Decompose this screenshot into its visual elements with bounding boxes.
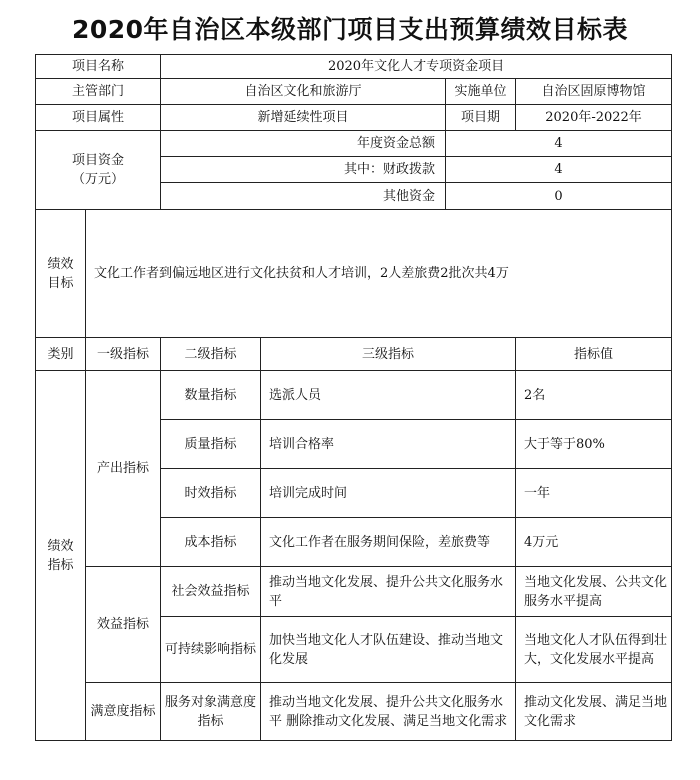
table-row bbox=[36, 567, 672, 617]
value-cell: 当地文化人才队伍得到壮大，文化发展水平提高 bbox=[516, 617, 672, 683]
level2-cell: 数量指标 bbox=[161, 371, 261, 420]
level3-cell: 培训完成时间 bbox=[261, 469, 516, 518]
header-level3: 三级指标 bbox=[261, 338, 516, 371]
value-cell: 2名 bbox=[516, 371, 672, 420]
level3-cell: 培训合格率 bbox=[261, 420, 516, 469]
impl-label: 实施单位 bbox=[446, 79, 516, 105]
table-row bbox=[36, 131, 672, 157]
funds-label-line-2: （万元） bbox=[72, 172, 125, 187]
funds-fiscal-value: 4 bbox=[446, 157, 672, 183]
project-name-value: 2020年文化人才专项资金项目 bbox=[161, 55, 672, 79]
period-value: 2020年-2022年 bbox=[516, 105, 672, 131]
level2-cell: 社会效益指标 bbox=[161, 567, 261, 617]
level2-cell: 质量指标 bbox=[161, 420, 261, 469]
value-cell: 一年 bbox=[516, 469, 672, 518]
attr-value: 新增延续性项目 bbox=[161, 105, 446, 131]
goal-label-line-2: 目标 bbox=[47, 275, 74, 291]
goal-label-line-1: 绩效 bbox=[47, 256, 74, 272]
level3-cell: 加快当地文化人才队伍建设、推动当地文化发展 bbox=[261, 617, 516, 683]
level2-cell: 时效指标 bbox=[161, 469, 261, 518]
value-cell: 大于等于80% bbox=[516, 420, 672, 469]
table-row bbox=[36, 371, 672, 420]
header-level2: 二级指标 bbox=[161, 338, 261, 371]
dept-label: 主管部门 bbox=[36, 79, 161, 105]
level2-cell: 可持续影响指标 bbox=[161, 617, 261, 683]
header-value: 指标值 bbox=[516, 338, 672, 371]
impl-value: 自治区固原博物馆 bbox=[516, 79, 672, 105]
level1-satisfaction: 满意度指标 bbox=[86, 683, 161, 741]
dept-value: 自治区文化和旅游厅 bbox=[161, 79, 446, 105]
value-cell: 推动文化发展、满足当地文化需求 bbox=[516, 683, 672, 741]
table-row bbox=[36, 79, 672, 105]
value-cell: 当地文化发展、公共文化服务水平提高 bbox=[516, 567, 672, 617]
goal-text: 文化工作者到偏远地区进行文化扶贫和人才培训，2人差旅费2批次共4万 bbox=[86, 210, 672, 338]
table-row bbox=[36, 105, 672, 131]
category-cell bbox=[36, 371, 86, 741]
funds-other-label: 其他资金 bbox=[161, 183, 446, 210]
table-row bbox=[36, 683, 672, 741]
period-label: 项目期 bbox=[446, 105, 516, 131]
table-row bbox=[36, 338, 672, 371]
goal-label bbox=[36, 210, 86, 338]
header-level1: 一级指标 bbox=[86, 338, 161, 371]
table-row bbox=[36, 55, 672, 79]
funds-fiscal-label: 其中：财政拨款 bbox=[161, 157, 446, 183]
level3-cell: 推动当地文化发展、提升公共文化服务水平 删除推动文化发展、满足当地文化需求 bbox=[261, 683, 516, 741]
header-category: 类别 bbox=[36, 338, 86, 371]
funds-total-label: 年度资金总额 bbox=[161, 131, 446, 157]
value-cell: 4万元 bbox=[516, 518, 672, 567]
attr-label: 项目属性 bbox=[36, 105, 161, 131]
page-title: 2020年自治区本级部门项目支出预算绩效目标表 bbox=[71, 15, 629, 44]
level1-benefit: 效益指标 bbox=[86, 567, 161, 683]
project-name-label: 项目名称 bbox=[36, 55, 161, 79]
funds-label-line-1: 项目资金 bbox=[72, 153, 125, 168]
category-line-2: 指标 bbox=[47, 557, 74, 573]
level3-cell: 文化工作者在服务期间保险，差旅费等 bbox=[261, 518, 516, 567]
level2-cell: 服务对象满意度指标 bbox=[161, 683, 261, 741]
table-row bbox=[36, 210, 672, 338]
funds-total-value: 4 bbox=[446, 131, 672, 157]
level3-cell: 推动当地文化发展、提升公共文化服务水平 bbox=[261, 567, 516, 617]
budget-performance-table bbox=[35, 54, 672, 741]
category-line-1: 绩效 bbox=[47, 538, 74, 554]
funds-other-value: 0 bbox=[446, 183, 672, 210]
level2-cell: 成本指标 bbox=[161, 518, 261, 567]
level3-cell: 选派人员 bbox=[261, 371, 516, 420]
funds-label bbox=[36, 131, 161, 210]
level1-output: 产出指标 bbox=[86, 371, 161, 567]
